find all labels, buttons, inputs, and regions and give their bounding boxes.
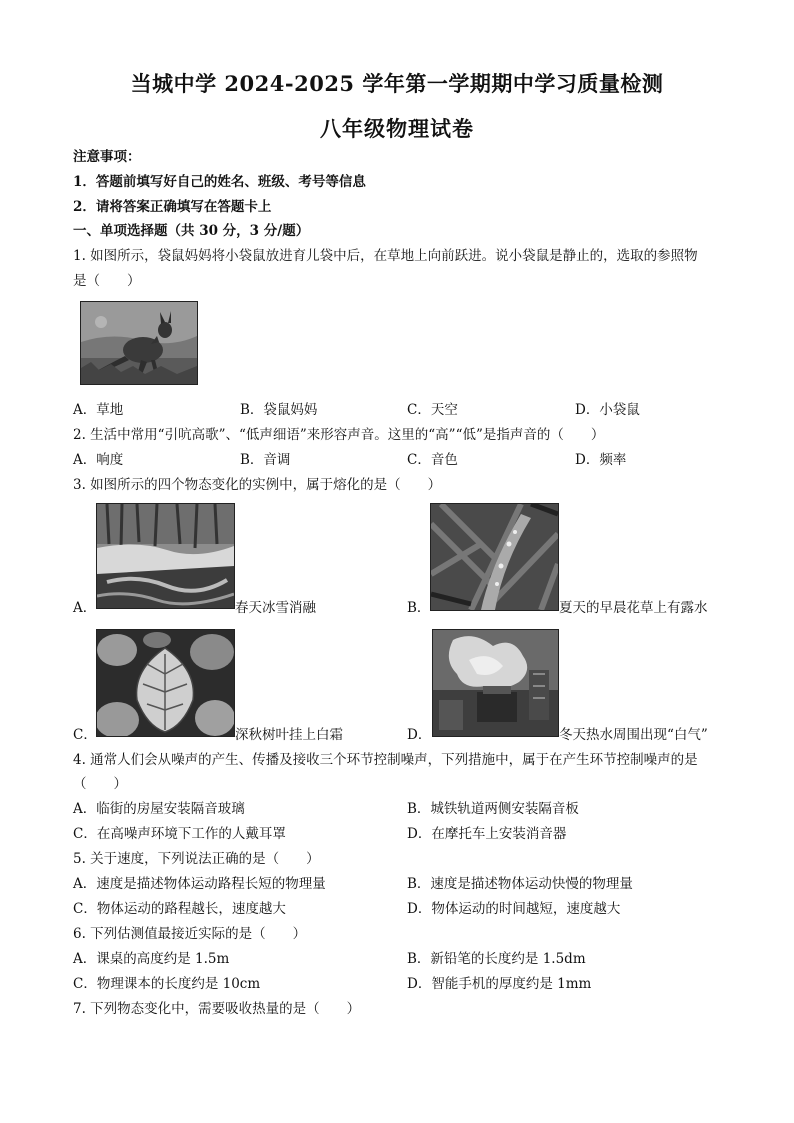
question-3-option-b-caption: 夏天的早晨花草上有露水 (559, 600, 708, 616)
question-1-option-a: A．草地 (73, 402, 124, 418)
question-6-option-b: B．新铅笔的长度约是 1.5dm (407, 951, 586, 967)
note-item: 1．答题前填写好自己的姓名、班级、考号等信息 (73, 174, 366, 190)
question-2-option-d: D．频率 (575, 452, 627, 468)
question-2-option-b: B．音调 (240, 452, 291, 468)
kangaroo-photo (80, 301, 198, 385)
question-1-stem: 1. 如图所示，袋鼠妈妈将小袋鼠放进育儿袋中后，在草地上向前跃进。说小袋鼠是静止的，选取的参照物 (73, 248, 698, 264)
question-3-option-a-letter: A． (73, 600, 97, 616)
question-1-option-b: B．袋鼠妈妈 (240, 402, 318, 418)
question-5-option-a: A．速度是描述物体运动路程长短的物理量 (73, 876, 326, 892)
question-2-option-c: C．音色 (407, 452, 458, 468)
question-3-option-d-caption: 冬天热水周围出现“白气” (559, 727, 708, 743)
question-3-option-c-letter: C． (73, 727, 97, 743)
question-5-option-c: C．物体运动的路程越长，速度越大 (73, 901, 286, 917)
question-3-option-d-letter: D． (407, 727, 432, 743)
question-6-option-a: A．课桌的高度约是 1.5m (73, 951, 230, 967)
steam-white-vapor-photo (432, 629, 559, 737)
question-6-stem: 6. 下列估测值最接近实际的是（ ） (73, 926, 307, 942)
question-1-option-d: D．小袋鼠 (575, 402, 640, 418)
question-4-stem-cont: （ ） (73, 776, 127, 792)
question-7-stem: 7. 下列物态变化中，需要吸收热量的是（ ） (73, 1001, 361, 1017)
question-1-stem-cont: 是（ ） (73, 273, 141, 289)
note-item: 2．请将答案正确填写在答题卡上 (73, 199, 272, 215)
question-1-option-c: C．天空 (407, 402, 458, 418)
question-6-option-d: D．智能手机的厚度约是 1mm (407, 976, 592, 992)
question-4-option-a: A．临街的房屋安装隔音玻璃 (73, 801, 245, 817)
question-4-option-b: B．城铁轨道两侧安装隔音板 (407, 801, 579, 817)
snow-melting-photo (96, 503, 235, 609)
question-2-option-a: A．响度 (73, 452, 124, 468)
exam-subtitle: 八年级物理试卷 (320, 116, 474, 141)
dew-on-grass-photo (430, 503, 559, 611)
question-4-option-c: C．在高噪声环境下工作的人戴耳罩 (73, 826, 286, 842)
exam-title: 当城中学 2024-2025 学年第一学期期中学习质量检测 (130, 71, 664, 96)
question-5-stem: 5. 关于速度，下列说法正确的是（ ） (73, 851, 320, 867)
question-2-stem: 2. 生活中常用“引吭高歌”、“低声细语”来形容声音。这里的“高”“低”是指声音的（ ） (73, 427, 605, 443)
question-3-stem: 3. 如图所示的四个物态变化的实例中，属于熔化的是（ ） (73, 477, 442, 493)
question-3-option-b-letter: B． (407, 600, 431, 616)
question-4-stem: 4. 通常人们会从噪声的产生、传播及接收三个环节控制噪声，下列措施中，属于在产生环节控制噪声的是 (73, 752, 698, 768)
question-5-option-b: B．速度是描述物体运动快慢的物理量 (407, 876, 633, 892)
question-5-option-d: D．物体运动的时间越短，速度越大 (407, 901, 621, 917)
question-6-option-c: C．物理课本的长度约是 10cm (73, 976, 261, 992)
frost-on-leaves-photo (96, 629, 235, 737)
notes-heading: 注意事项： (73, 149, 141, 165)
question-3-option-c-caption: 深秋树叶挂上白霜 (235, 727, 343, 743)
section-heading: 一、单项选择题（共 30 分，3 分/题） (73, 223, 310, 239)
question-3-option-a-caption: 春天冰雪消融 (235, 600, 316, 616)
question-4-option-d: D．在摩托车上安装消音器 (407, 826, 567, 842)
